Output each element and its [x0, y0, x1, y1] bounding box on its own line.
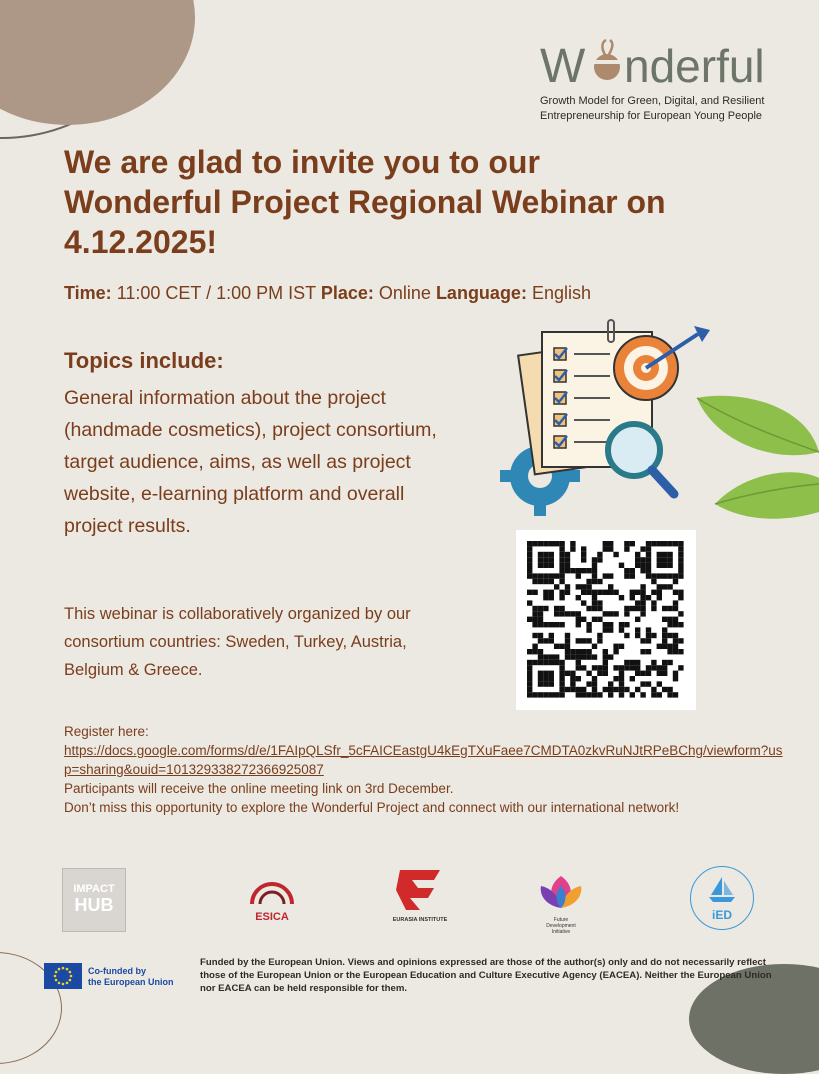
ied-logo [690, 866, 754, 930]
leaf-icon-2 [715, 472, 819, 518]
topics-heading: Topics include: [64, 348, 224, 373]
time-label: Time: [64, 283, 112, 303]
logo-w: W [540, 40, 586, 93]
impact-hub-line1: IMPACT [73, 883, 115, 895]
time-value: 11:00 CET / 1:00 PM IST [116, 283, 316, 303]
register-note-meeting-link: Participants will receive the online meeting link on 3rd December. [64, 781, 454, 796]
esica-logo [238, 876, 306, 923]
esica-arc-icon [247, 876, 297, 906]
fdi-line3: Initiative [551, 929, 571, 935]
funding-disclaimer: Funded by the European Union. Views and opinions expressed are those of the author(s) only and do not necessarily reflect those of the European Union or the European Education and Culture Executive Agency (EACEA). Neither the European Union nor EACEA can be held responsible for them. [200, 957, 772, 994]
planning-illustration [498, 318, 718, 518]
place-value: Online [378, 283, 431, 303]
leaf-icon [697, 396, 819, 456]
fdi-line1: Future [553, 917, 569, 923]
registration-block [64, 722, 784, 817]
magnifier-icon [608, 424, 674, 494]
wonderful-logo [540, 36, 790, 99]
topics-text: General information about the project (handmade cosmetics), project consortium, target audience, aims, as well as project website, e-learning platform and overall project results. [64, 387, 437, 537]
register-link[interactable]: https://docs.google.com/forms/d/e/1FAIpQLSfr_5cFAICEastgU4kEgTXuFaee7CMDTA0zkvRuNJtRPeBChg/viewform?usp=sharing&ouid=101329338272366925087 [64, 743, 783, 777]
eu-flag-icon [44, 963, 82, 989]
language-value: English [531, 283, 592, 303]
fdi-text [533, 917, 589, 935]
eurasia-text: EURASIA INSTITUTE [392, 917, 448, 923]
logo-tagline-line2: Entrepreneurship for European Young People [540, 110, 763, 122]
collaboration-text: This webinar is collaboratively organized by our consortium countries: Sweden, Turkey, Austria, Belgium & Greece. [64, 605, 411, 679]
impact-hub-logo [62, 868, 126, 932]
event-details [64, 283, 591, 304]
leaves-decoration [695, 392, 819, 532]
eu-line2: the European Union [88, 977, 174, 987]
heading-line1: We are glad to invite you to our [64, 144, 540, 180]
heading-line3: 4.12.2025! [64, 224, 218, 260]
qr-code-graphic [516, 530, 696, 710]
eu-cofunded-label [88, 966, 174, 988]
future-development-initiative-logo [533, 872, 589, 935]
register-label: Register here: [64, 724, 149, 739]
impact-hub-line2: HUB [74, 895, 114, 915]
register-note-opportunity: Don’t miss this opportunity to explore the Wonderful Project and connect with our international network! [64, 800, 680, 815]
logo-tagline-line1: Growth Model for Green, Digital, and Resilient [540, 95, 765, 107]
wonderful-logo-graphic [540, 36, 790, 94]
logo-word-rest: nderful [624, 40, 765, 92]
sailboat-icon [707, 875, 737, 903]
place-label: Place: [320, 283, 374, 303]
qr-code[interactable] [516, 530, 696, 710]
eu-line1: Co-funded by [88, 966, 146, 976]
decor-blob-top-left [0, 0, 195, 125]
language-label: Language: [435, 283, 527, 303]
esica-text: ESICA [255, 911, 289, 923]
eurasia-e-icon [394, 866, 446, 912]
eu-stars-icon [44, 963, 82, 989]
heading-line2: Wonderful Project Regional Webinar on [64, 184, 666, 220]
invitation-heading [64, 142, 764, 262]
logo-tagline [540, 94, 800, 124]
lotus-icon [533, 872, 589, 912]
ied-text: iED [711, 908, 732, 922]
eurasia-institute-logo [386, 866, 454, 923]
fdi-line2: Development [546, 923, 576, 929]
